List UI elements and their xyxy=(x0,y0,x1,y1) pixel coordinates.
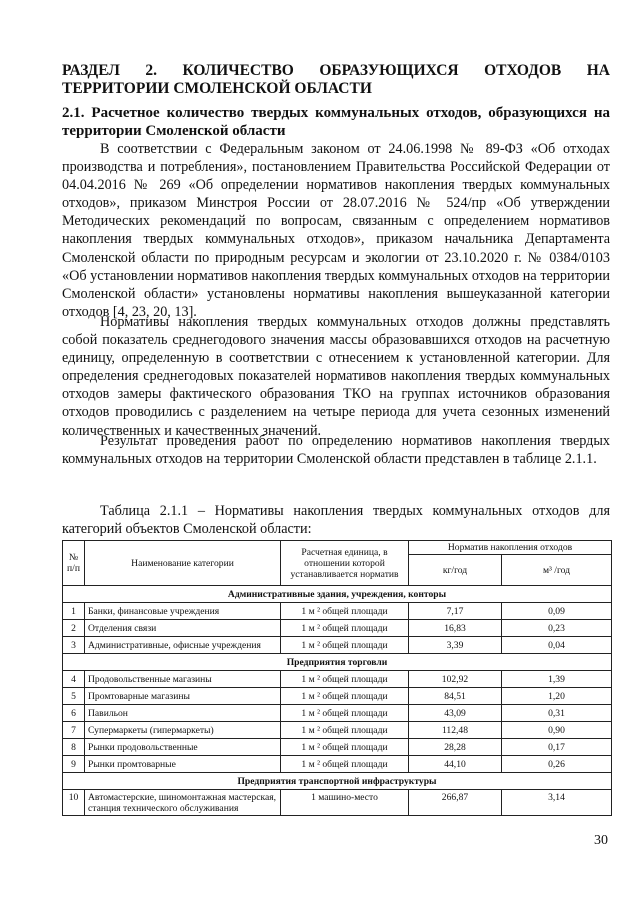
group-title: Предприятия транспортной инфраструктуры xyxy=(63,773,612,790)
table-row xyxy=(63,739,612,756)
cell-kg: 44,10 xyxy=(409,756,502,773)
page-number: 30 xyxy=(594,833,608,848)
cell-kg: 3,39 xyxy=(409,637,502,654)
cell-name: Супермаркеты (гипермаркеты) xyxy=(85,722,281,739)
cell-kg: 43,09 xyxy=(409,705,502,722)
cell-num: 4 xyxy=(63,671,85,688)
header-name: Наименование категории xyxy=(85,541,281,586)
cell-kg: 84,51 xyxy=(409,688,502,705)
cell-name: Продовольственные магазины xyxy=(85,671,281,688)
cell-kg: 16,83 xyxy=(409,620,502,637)
paragraph: Нормативы накопления твердых коммунальных отходов должны представлять собой показатель среднегодового значения массы образовавшихся отходов на расчетную единицу, определенную в соответствии с отнесением к установленной категории. Для определения среднегодовых показателей нормативов накопления твердых коммунальных отходов замеры фактического образования ТКО на группах источников образования отходов проводились с разделением на четыре периода для учета сезонных изменений количественных и качественных значений. xyxy=(62,314,610,439)
table-row xyxy=(63,688,612,705)
cell-unit: 1 м ² общей площади xyxy=(281,603,409,620)
table-row xyxy=(63,722,612,739)
header-norm: Норматив накопления отходов xyxy=(409,541,612,555)
table-row xyxy=(63,705,612,722)
cell-num: 2 xyxy=(63,620,85,637)
cell-kg: 28,28 xyxy=(409,739,502,756)
header-kg: кг/год xyxy=(409,555,502,586)
cell-name: Банки, финансовые учреждения xyxy=(85,603,281,620)
cell-name: Рынки промтоварные xyxy=(85,756,281,773)
cell-kg: 102,92 xyxy=(409,671,502,688)
cell-kg: 112,48 xyxy=(409,722,502,739)
cell-name: Отделения связи xyxy=(85,620,281,637)
norms-table xyxy=(62,540,612,816)
cell-m3: 0,17 xyxy=(502,739,612,756)
cell-unit: 1 м ² общей площади xyxy=(281,637,409,654)
section-title: РАЗДЕЛ 2. КОЛИЧЕСТВО ОБРАЗУЮЩИХСЯ ОТХОДОВ НА ТЕРРИТОРИИ СМОЛЕНСКОЙ ОБЛАСТИ xyxy=(62,62,610,97)
header-num: № п/п xyxy=(63,541,85,586)
cell-kg: 7,17 xyxy=(409,603,502,620)
paragraph: Результат проведения работ по определению нормативов накопления твердых коммунальных отходов на территории Смоленской области представлен в таблице 2.1.1. xyxy=(62,433,610,468)
cell-m3: 0,09 xyxy=(502,603,612,620)
cell-unit: 1 м ² общей площади xyxy=(281,620,409,637)
cell-name: Автомастерские, шиномонтажная мастерская, станция технического обслуживания xyxy=(85,790,281,816)
group-title: Предприятия торговли xyxy=(63,654,612,671)
cell-unit: 1 м ² общей площади xyxy=(281,688,409,705)
cell-m3: 0,04 xyxy=(502,637,612,654)
cell-m3: 0,90 xyxy=(502,722,612,739)
subsection-title: 2.1. Расчетное количество твердых коммунальных отходов, образующихся на территории Смоленской области xyxy=(62,105,610,139)
cell-num: 6 xyxy=(63,705,85,722)
cell-unit: 1 м ² общей площади xyxy=(281,722,409,739)
paragraph: В соответствии с Федеральным законом от 24.06.1998 № 89-ФЗ «Об отходах производства и потребления», постановлением Правительства Российской Федерации от 04.04.2016 № 269 «Об определении нормативов накопления твердых коммунальных отходов», приказом Минстроя России от 28.07.2016 № 524/пр «Об утверждении Методических рекомендаций по вопросам, связанным с определением нормативов накопления твердых коммунальных отходов», приказом начальника Департамента Смоленской области по природным ресурсам и экологии от 23.10.2020 г. № 0384/0103 «Об установлении нормативов накопления твердых коммунальных отходов на территории Смоленской области» установлены нормативы накопления вышеуказанной категории отходов [4, 23, 20, 13]. xyxy=(62,141,610,320)
table-row xyxy=(63,671,612,688)
cell-name: Административные, офисные учреждения xyxy=(85,637,281,654)
cell-kg: 266,87 xyxy=(409,790,502,816)
cell-unit: 1 м ² общей площади xyxy=(281,739,409,756)
cell-name: Промтоварные магазины xyxy=(85,688,281,705)
cell-unit: 1 м ² общей площади xyxy=(281,756,409,773)
cell-m3: 0,23 xyxy=(502,620,612,637)
cell-name: Павильон xyxy=(85,705,281,722)
cell-num: 8 xyxy=(63,739,85,756)
cell-num: 7 xyxy=(63,722,85,739)
table-row xyxy=(63,637,612,654)
cell-num: 10 xyxy=(63,790,85,816)
cell-num: 9 xyxy=(63,756,85,773)
cell-m3: 3,14 xyxy=(502,790,612,816)
table-row xyxy=(63,620,612,637)
cell-m3: 1,20 xyxy=(502,688,612,705)
cell-num: 1 xyxy=(63,603,85,620)
table-row xyxy=(63,756,612,773)
cell-num: 5 xyxy=(63,688,85,705)
cell-unit: 1 машино-место xyxy=(281,790,409,816)
header-unit: Расчетная единица, в отношении которой устанавливается норматив xyxy=(281,541,409,586)
cell-unit: 1 м ² общей площади xyxy=(281,671,409,688)
cell-unit: 1 м ² общей площади xyxy=(281,705,409,722)
table-caption: Таблица 2.1.1 – Нормативы накопления твердых коммунальных отходов для категорий объектов Смоленской области: xyxy=(62,503,610,537)
cell-num: 3 xyxy=(63,637,85,654)
header-m3: м³ /год xyxy=(502,555,612,586)
table-row xyxy=(63,603,612,620)
table-row xyxy=(63,790,612,816)
cell-m3: 1,39 xyxy=(502,671,612,688)
group-title: Административные здания, учреждения, конторы xyxy=(63,586,612,603)
cell-name: Рынки продовольственные xyxy=(85,739,281,756)
cell-m3: 0,26 xyxy=(502,756,612,773)
cell-m3: 0,31 xyxy=(502,705,612,722)
